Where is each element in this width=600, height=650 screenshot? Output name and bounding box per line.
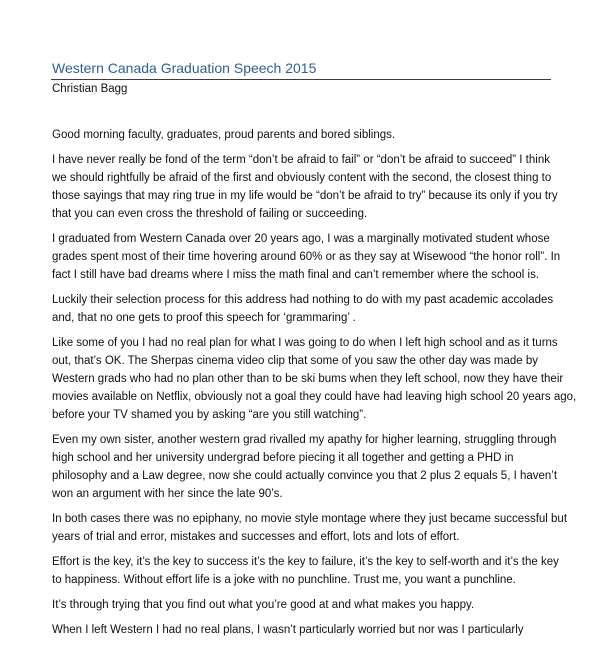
text-line: years of trial and error, mistakes and successes and effort, lots and lots of effort.	[52, 531, 460, 543]
text-line: In both cases there was no epiphany, no movie style montage where they just became successful but	[52, 513, 568, 525]
text-line: I have never really be fond of the term “don’t be afraid to fail” or “don’t be afraid to succeed” I think	[52, 154, 550, 166]
text-line: Luckily their selection process for this address had nothing to do with my past academic accolades	[52, 294, 554, 306]
text-line: philosophy and a Law degree, now she could actually convince you that 2 plus 2 equals 5, I haven’t	[52, 470, 558, 482]
text-line: Like some of you I had no real plan for what I was going to do when I left high school and as it turns	[52, 337, 558, 349]
paragraph-left-western	[52, 621, 557, 639]
paragraph-graduation	[52, 230, 561, 284]
text-line: those sayings that may ring true in my life would be “don’t be afraid to try” because its only if you try	[52, 190, 558, 202]
text-line: out, that’s OK. The Sherpas cinema video clip that some of you saw the other day was made by	[52, 355, 539, 367]
text-line: won an argument with her since the late 90’s.	[52, 488, 283, 500]
paragraph-trying	[52, 596, 557, 614]
text-line: to happiness. Without effort life is a joke with no punchline. Trust me, you want a punchline.	[52, 574, 516, 586]
text-line: Even my own sister, another western grad rivalled my apathy for higher learning, struggling through	[52, 434, 557, 446]
text-line: When I left Western I had no real plans, I wasn’t particularly worried but nor was I particularly	[52, 624, 524, 636]
text-line: before your TV shamed you by asking “are you still watching”.	[52, 409, 367, 421]
paragraph-fear	[52, 151, 557, 223]
text-line: that you can even cross the threshold of failing or succeeding.	[52, 208, 368, 220]
speech-body	[52, 126, 577, 646]
text-line: high school and her university undergrad before piecing it all together and getting a PHD in	[52, 452, 514, 464]
text-line: grades spent most of their time hovering around 60% or as they say at Wisewood “the honor roll”. In	[52, 251, 561, 263]
text-line: we should rightfully be afraid of the first and obviously content with the second, the closest thing to	[52, 172, 552, 184]
paragraph-effort-key	[52, 553, 557, 589]
text-line: Western grads who had no plan other than to be ski bums when they left school, now they have their	[52, 373, 564, 385]
text-line: It’s through trying that you find out what you’re good at and what makes you happy.	[52, 599, 475, 611]
text-line: movies available on Netflix, obviously not a goal they could have had leaving high school 20 years ago,	[52, 391, 577, 403]
paragraph-effort-cases	[52, 510, 568, 546]
text-line: and, that no one gets to proof this speech for ‘grammaring’ .	[52, 312, 356, 324]
text-line: Effort is the key, it’s the key to success it’s the key to failure, it’s the key to self-worth and it’s the key	[52, 556, 559, 568]
paragraph-no-plan	[52, 334, 577, 424]
paragraph-greeting	[52, 126, 557, 144]
text-line: fact I still have bad dreams where I miss the math final and can’t remember where the school is.	[52, 269, 540, 281]
author-name: Christian Bagg	[52, 83, 128, 95]
paragraph-selection	[52, 291, 557, 327]
document-title: Western Canada Graduation Speech 2015	[52, 60, 317, 76]
text-line: I graduated from Western Canada over 20 years ago, I was a marginally motivated student whose	[52, 233, 550, 245]
text-line: Good morning faculty, graduates, proud parents and bored siblings.	[52, 129, 396, 141]
paragraph-sister	[52, 431, 557, 503]
title-divider	[51, 79, 551, 80]
